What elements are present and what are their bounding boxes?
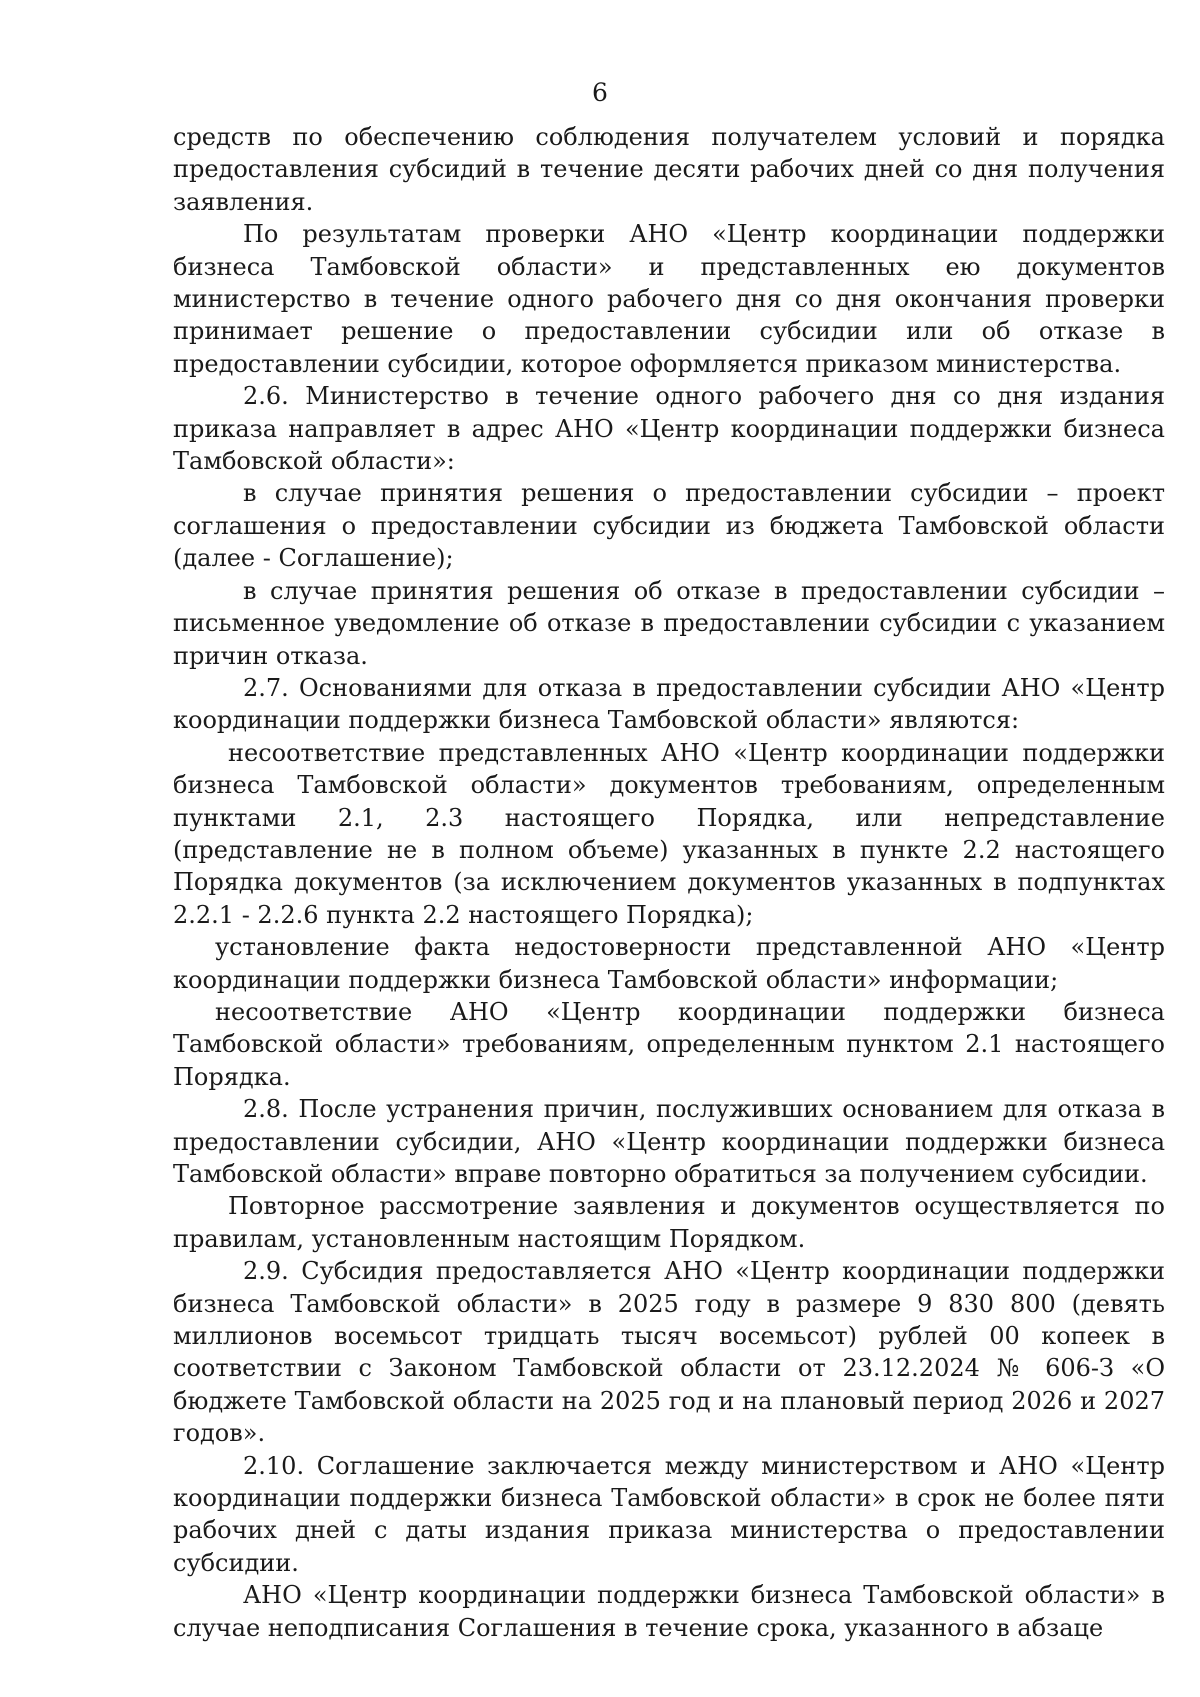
paragraph-2-10-non-signing: АНО «Центр координации поддержки бизнеса Тамбовской области» в случае неподписания Соглашения в течение срока, указанного в абзаце xyxy=(173,1581,1165,1642)
paragraph-2-7-reason-documents: несоответствие представленных АНО «Центр координации поддержки бизнеса Тамбовской области» документов требованиям, определенным пунктами 2.1, 2.3 настоящего Порядка, или непредставление (представление не в полном объеме) указанных в пункте 2.2 настоящего Порядка документов (за исключением документов указанных в подпунктах 2.2.1 - 2.2.6 пункта 2.2 настоящего Порядка); xyxy=(173,738,1165,929)
paragraph-2-6: 2.6. Министерство в течение одного рабочего дня со дня издания приказа направляет в адрес АНО «Центр координации поддержки бизнеса Тамбовской области»: xyxy=(173,382,1165,476)
paragraph-continuation: средств по обеспечению соблюдения получателем условий и порядка предоставления субсидий в течение десяти рабочих дней со дня получения заявления. xyxy=(173,123,1165,216)
paragraph-2-7: 2.7. Основаниями для отказа в предоставлении субсидии АНО «Центр координации поддержки бизнеса Тамбовской области» являются: xyxy=(173,673,1165,735)
page-number: 6 xyxy=(592,78,608,107)
paragraph-2-6-case-approval: в случае принятия решения о предоставлении субсидии – проект соглашения о предоставлении субсидии из бюджета Тамбовской области (далее - Соглашение); xyxy=(173,479,1165,573)
paragraph-2-7-reason-requirements: несоответствие АНО «Центр координации поддержки бизнеса Тамбовской области» требованиям, определенным пунктом 2.1 настоящего Порядка. xyxy=(173,997,1165,1091)
paragraph-2-10: 2.10. Соглашение заключается между министерством и АНО «Центр координации поддержки бизнеса Тамбовской области» в срок не более пяти рабочих дней с даты издания приказа министерства о предоставлении субсидии. xyxy=(173,1451,1165,1577)
paragraph-2-8-repeat-review: Повторное рассмотрение заявления и документов осуществляется по правилам, установленным настоящим Порядком. xyxy=(173,1192,1165,1253)
paragraph-2-7-reason-inaccuracy: установление факта недостоверности представленной АНО «Центр координации поддержки бизнеса Тамбовской области» информации; xyxy=(173,933,1165,994)
document-body xyxy=(173,121,1165,1644)
paragraph-2-8: 2.8. После устранения причин, послуживших основанием для отказа в предоставлении субсидии, АНО «Центр координации поддержки бизнеса Тамбовской области» вправе повторно обратиться за получением субсидии. xyxy=(173,1095,1165,1188)
paragraph-verification-result: По результатам проверки АНО «Центр координации поддержки бизнеса Тамбовской области» и представленных ею документов министерство в течение одного рабочего дня со дня окончания проверки принимает решение о предоставлении субсидии или об отказе в предоставлении субсидии, которое оформляется приказом министерства. xyxy=(173,220,1165,378)
paragraph-2-6-case-refusal: в случае принятия решения об отказе в предоставлении субсидии – письменное уведомление об отказе в предоставлении субсидии с указанием причин отказа. xyxy=(173,576,1165,670)
paragraph-2-9: 2.9. Субсидия предоставляется АНО «Центр координации поддержки бизнеса Тамбовской области» в 2025 году в размере 9 830 800 (девять миллионов восемьсот тридцать тысяч восемьсот) рублей 00 копеек в соответствии с Законом Тамбовской области от 23.12.2024 № 606-З «О бюджете Тамбовской области на 2025 год и на плановый период 2026 и 2027 годов». xyxy=(173,1257,1165,1448)
